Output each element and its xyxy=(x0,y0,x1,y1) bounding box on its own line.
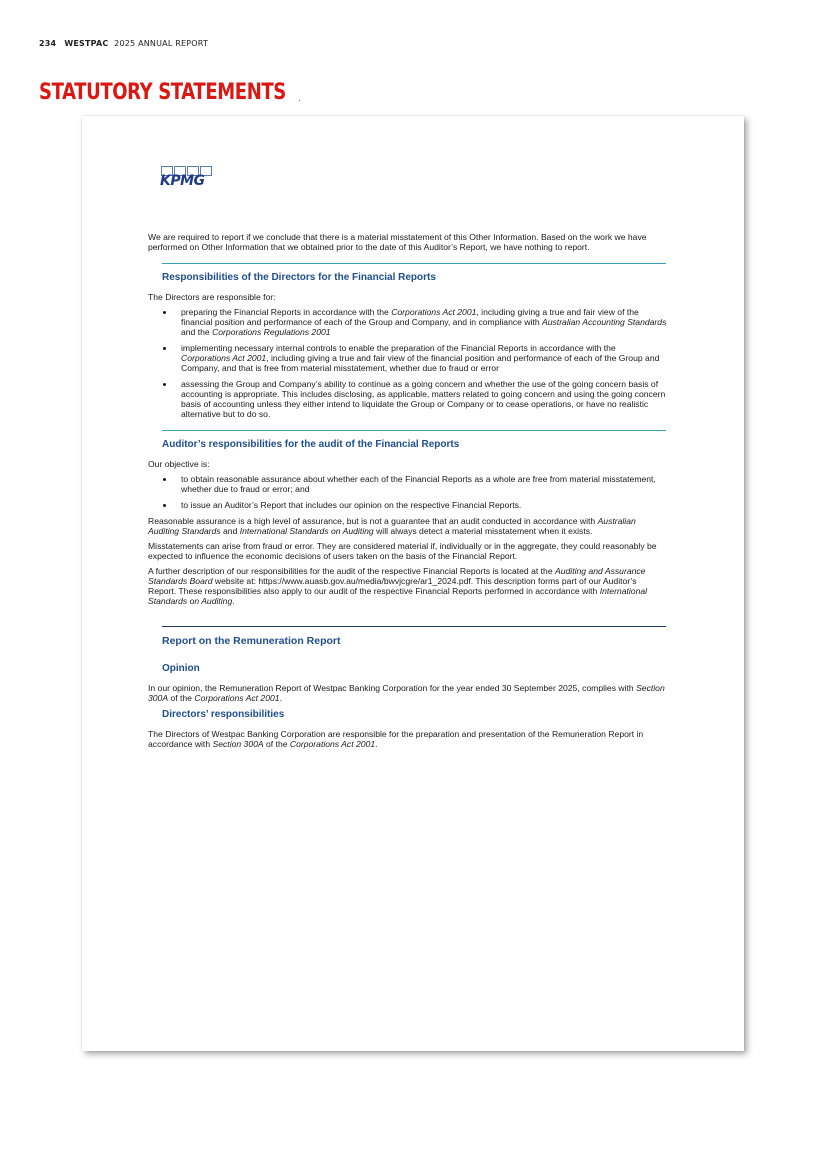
intro-paragraph: We are required to report if we conclude that there is a material misstatement of this Other Information. Based on the work we have performed on Other Information that we obtained prior to the date of this Auditor’s Report, we have nothing to report. xyxy=(148,232,647,252)
stray-mark xyxy=(299,100,300,101)
auditor-responsibilities-heading: Auditor’s responsibilities for the audit of the Financial Reports xyxy=(162,439,460,450)
section-title: STATUTORY STATEMENTS xyxy=(39,80,286,105)
section-divider xyxy=(162,626,666,627)
list-item: assessing the Group and Company’s ability to continue as a going concern and whether the use of the going concern basis of accounting is appropriate. This includes disclosing, as applicable, matters related to going concern and using the going concern basis of accounting unless they either intend to liquidate the Group or Company or to cease operations, or have no realistic alternative but to do so. xyxy=(148,379,667,419)
remuneration-heading: Report on the Remuneration Report xyxy=(162,635,341,647)
report-content xyxy=(148,232,667,754)
list-item: to issue an Auditor’s Report that includes our opinion on the respective Financial Reports. xyxy=(148,500,667,510)
running-header xyxy=(39,39,208,48)
directors-remuneration-paragraph: The Directors of Westpac Banking Corporation are responsible for the preparation and presentation of the Remuneration Report in accordance with Section 300A of the Corporations Act 2001. xyxy=(148,729,644,749)
auditor-bullets xyxy=(148,474,667,510)
opinion-paragraph: In our opinion, the Remuneration Report of Westpac Banking Corporation for the year ended 30 September 2025, complies with Section 300A of the Corporations Act 2001. xyxy=(148,683,665,703)
list-item: implementing necessary internal controls to enable the preparation of the Financial Reports in accordance with the Corporations Act 2001, including giving a true and fair view of the financial position and performance of each of the Group and Company, and that is free from material misstatement, whether due to fraud or error xyxy=(148,343,667,373)
directors-lead: The Directors are responsible for: xyxy=(148,292,276,302)
kpmg-logo-text: KPMG xyxy=(160,173,205,189)
section-divider xyxy=(162,263,666,264)
report-title: 2025 ANNUAL REPORT xyxy=(114,39,209,48)
list-item: to obtain reasonable assurance about whether each of the Financial Reports as a whole are free from material misstatement, whether due to fraud or error; and xyxy=(148,474,667,494)
directors-remuneration-heading: Directors’ responsibilities xyxy=(162,709,285,720)
list-item: preparing the Financial Reports in accordance with the Corporations Act 2001, including giving a true and fair view of the financial position and performance of each of the Group and Company, and in compliance with Australian Accounting Standards and the Corporations Regulations 2001 xyxy=(148,307,667,337)
auditor-lead: Our objective is: xyxy=(148,459,210,469)
page-number: 234 xyxy=(39,39,57,48)
misstatements-paragraph: Misstatements can arise from fraud or error. They are considered material if, individually or in the aggregate, they could reasonably be expected to influence the economic decisions of users taken on the basis of the Financial Report. xyxy=(148,541,657,561)
reasonable-assurance-paragraph: Reasonable assurance is a high level of assurance, but is not a guarantee that an audit conducted in accordance with Australian Auditing Standards and International Standards on Auditing will always detect a material misstatement when it exists. xyxy=(148,516,636,536)
section-divider xyxy=(162,430,666,431)
directors-bullets xyxy=(148,307,667,419)
brand-name: WESTPAC xyxy=(64,39,109,48)
auditor-report-page xyxy=(82,116,744,1051)
kpmg-logo xyxy=(161,166,213,190)
directors-responsibilities-heading: Responsibilities of the Directors for the Financial Reports xyxy=(162,272,436,283)
opinion-heading: Opinion xyxy=(162,663,200,674)
further-description-paragraph: A further description of our responsibilities for the audit of the respective Financial Reports is located at the Auditing and Assurance Standards Board website at: https://www.auasb.gov.au/media/bwvjcgre/ar1_2024.pdf. This description forms part of our Auditor’s Report. These responsibilities also apply to our audit of the respective Financial Reports performed in accordance with International Standards on Auditing. xyxy=(148,566,648,606)
